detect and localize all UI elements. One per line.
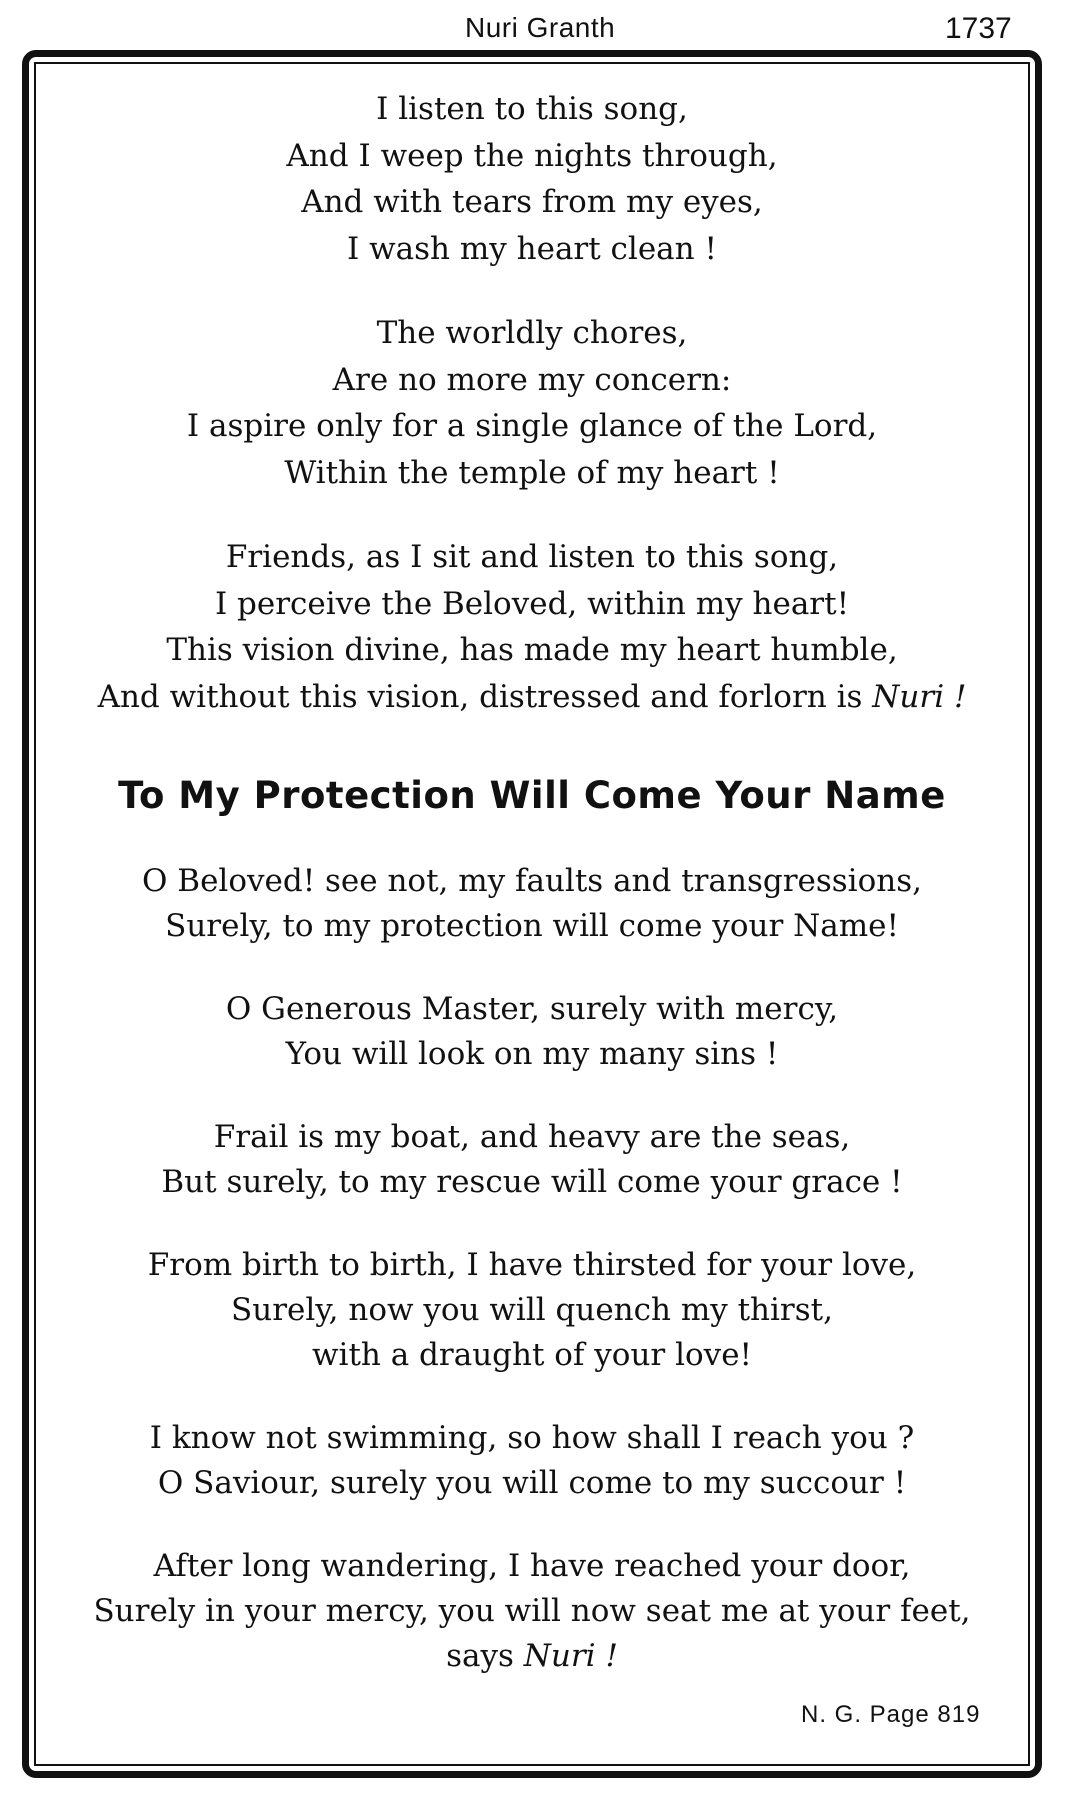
running-header — [0, 8, 1080, 48]
verse-line: with a draught of your love! — [312, 1337, 752, 1373]
stanza — [36, 1544, 1028, 1679]
verse-line: Surely, to my protection will come your Name! — [165, 908, 899, 944]
verse-line: Are no more my concern: — [332, 361, 732, 398]
verse-line: But surely, to my rescue will come your grace ! — [161, 1164, 903, 1200]
stanza — [36, 86, 1028, 272]
verse-line: O Saviour, surely you will come to my succour ! — [157, 1465, 907, 1501]
stanza — [36, 534, 1028, 720]
stanza — [36, 310, 1028, 496]
stanza — [36, 1115, 1028, 1205]
verse-line: Frail is my boat, and heavy are the seas, — [213, 1119, 851, 1155]
stanza — [36, 987, 1028, 1077]
poem-section-two — [36, 859, 1028, 1717]
page-number: 1737 — [945, 12, 1012, 45]
verse-line: After long wandering, I have reached your door, — [153, 1548, 911, 1584]
verse-line: Within the temple of my heart ! — [284, 454, 780, 491]
verse-line: I wash my heart clean ! — [347, 230, 717, 267]
verse-line: I aspire only for a single glance of the Lord, — [186, 408, 878, 444]
verse-line: The worldly chores, — [376, 315, 688, 351]
stanza — [36, 859, 1028, 949]
author-signature: Nuri ! — [523, 1638, 618, 1674]
verse-line: You will look on my many sins ! — [285, 1036, 779, 1072]
page-content — [36, 64, 1028, 1764]
author-signature: Nuri ! — [872, 678, 967, 715]
verse-text: And without this vision, distressed and forlorn is — [97, 678, 873, 715]
book-title: Nuri Granth — [465, 12, 616, 43]
verse-line: Friends, as I sit and listen to this song, — [225, 539, 839, 575]
verse-line: I know not swimming, so how shall I reach you ? — [149, 1420, 915, 1456]
poem-section-one — [36, 86, 1028, 758]
verse-line: I perceive the Beloved, within my heart! — [214, 585, 850, 622]
verse-line: And I weep the nights through, — [286, 137, 778, 174]
verse-line-final — [36, 674, 1028, 721]
verse-line: I listen to this song, — [376, 91, 688, 127]
poem-title: To My Protection Will Come Your Name — [118, 774, 946, 817]
verse-line: And with tears from my eyes, — [301, 184, 763, 220]
page-reference: N. G. Page 819 — [801, 1701, 981, 1728]
verse-text: says — [446, 1638, 524, 1674]
verse-line: This vision divine, has made my heart humble, — [166, 632, 898, 668]
verse-line: From birth to birth, I have thirsted for your love, — [147, 1247, 917, 1283]
verse-line: O Generous Master, surely with mercy, — [225, 991, 839, 1027]
verse-line: Surely, now you will quench my thirst, — [231, 1292, 833, 1328]
stanza — [36, 1416, 1028, 1506]
verse-line: O Beloved! see not, my faults and transgressions, — [142, 863, 922, 899]
stanza — [36, 1243, 1028, 1378]
verse-line-final — [36, 1634, 1028, 1679]
verse-line: Surely in your mercy, you will now seat me at your feet, — [93, 1593, 971, 1629]
